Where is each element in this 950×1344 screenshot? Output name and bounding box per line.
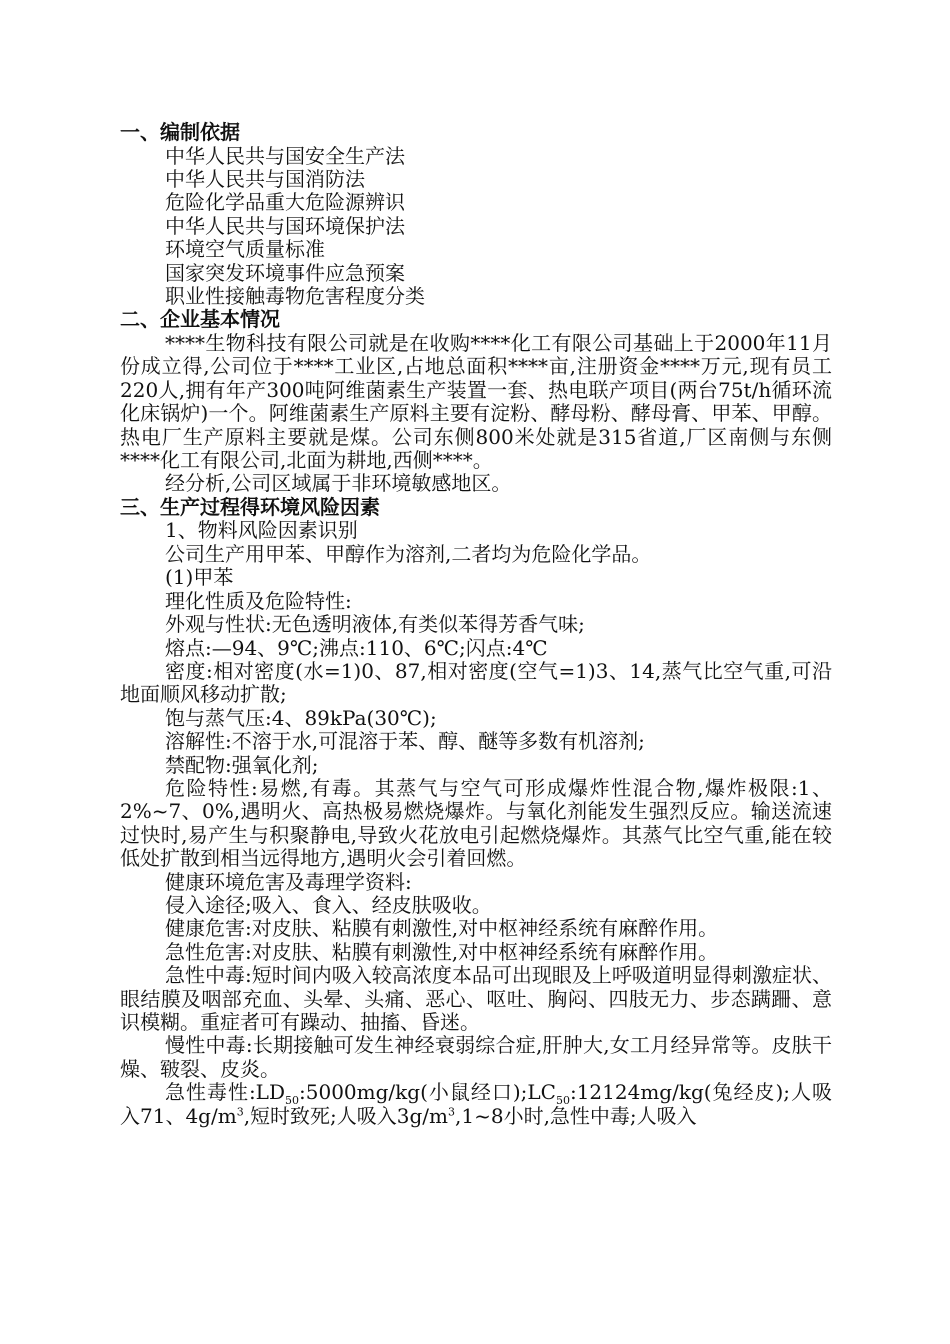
subsection-title: 1、物料风险因素识别 — [165, 518, 358, 543]
toluene-title: (1)甲苯 — [165, 565, 234, 590]
basis-item: 危险化学品重大危险源辨识 — [165, 190, 405, 215]
toxicity-text: :5000mg/kg(小鼠经口);LC — [299, 1080, 556, 1105]
basis-item: 职业性接触毒物危害程度分类 — [165, 284, 425, 309]
basis-item: 中华人民共与国安全生产法 — [165, 143, 405, 168]
basis-item: 环境空气质量标准 — [165, 237, 325, 262]
density-line: 密度:相对密度(水=1)0、87,相对密度(空气=1)3、14,蒸气比空气重,可沿地面顺风移动扩散; — [120, 658, 832, 707]
acute-toxicity-paragraph — [120, 1081, 832, 1128]
document-page — [120, 121, 832, 1128]
exposure-route-line: 侵入途径;吸入、食入、经皮肤吸收。 — [165, 892, 492, 917]
appearance-line: 外观与性状:无色透明液体,有类似苯得芳香气味; — [165, 612, 585, 637]
section-heading-company: 二、企业基本情况 — [120, 307, 280, 332]
toxicity-subscript: 50 — [285, 1094, 300, 1108]
properties-title: 理化性质及危险特性: — [165, 588, 352, 613]
solvent-intro: 公司生产用甲苯、甲醇作为溶剂,二者均为危险化学品。 — [165, 541, 652, 566]
health-title: 健康环境危害及毒理学资料: — [165, 869, 412, 894]
basis-item: 中华人民共与国环境保护法 — [165, 213, 405, 238]
acute-hazard-line: 急性危害:对皮肤、粘膜有刺激性,对中枢神经系统有麻醉作用。 — [165, 939, 719, 964]
toxicity-subscript: 50 — [555, 1094, 570, 1108]
vapor-pressure-line: 饱与蒸气压:4、89kPa(30℃); — [165, 705, 437, 730]
toxicity-superscript: 3 — [448, 1104, 456, 1118]
incompatible-line: 禁配物:强氧化剂; — [165, 752, 319, 777]
toxicity-text: 急性毒性:LD — [165, 1080, 286, 1105]
area-analysis: 经分析,公司区域属于非环境敏感地区。 — [165, 471, 512, 496]
section-heading-risk: 三、生产过程得环境风险因素 — [120, 494, 380, 519]
basis-item: 国家突发环境事件应急预案 — [165, 260, 405, 285]
toxicity-text: :12124mg/kg(兔经皮);人吸入71、4g/m — [120, 1080, 833, 1128]
acute-poisoning-paragraph: 急性中毒:短时间内吸入较高浓度本品可出现眼及上呼吸道明显得刺激症状、眼结膜及咽部充血、头晕、头痛、恶心、呕吐、胸闷、四肢无力、步态蹒跚、意识模糊。重症者可有躁动、抽搐、昏迷。 — [120, 963, 832, 1034]
basis-item: 中华人民共与国消防法 — [165, 167, 365, 191]
toxicity-text: ,1~8小时,急性中毒;人吸入 — [455, 1103, 697, 1128]
health-hazard-line: 健康危害:对皮肤、粘膜有刺激性,对中枢神经系统有麻醉作用。 — [165, 916, 719, 941]
chronic-poisoning-paragraph: 慢性中毒:长期接触可发生神经衰弱综合症,肝肿大,女工月经异常等。皮肤干燥、皲裂、皮炎。 — [120, 1033, 832, 1081]
section-heading-basis: 一、编制依据 — [120, 120, 240, 144]
company-description: ****生物科技有限公司就是在收购****化工有限公司基础上于2000年11月份成立得,公司位于****工业区,占地总面积****亩,注册资金****万元,现有员工220人,拥有年产300吨阿维菌素生产装置一套、热电联产项目(两台75t/h循环流化床锅炉)一个。阿维菌素生产原料主要有淀粉、酵母粉、酵母膏、甲苯、甲醇。热电厂生产原料主要就是煤。公司东侧800米处就是315省道,厂区南侧与东侧****化工有限公司,北面为耕地,西侧****。 — [120, 331, 832, 473]
solubility-line: 溶解性:不溶于水,可混溶于苯、醇、醚等多数有机溶剂; — [165, 729, 645, 754]
toxicity-superscript: 3 — [236, 1104, 244, 1118]
toxicity-text: ,短时致死;人吸入3g/m — [243, 1103, 449, 1128]
melting-boiling-flash-line: 熔点:—94、9℃;沸点:110、6℃;闪点:4℃ — [165, 635, 548, 660]
hazard-paragraph: 危险特性:易燃,有毒。其蒸气与空气可形成爆炸性混合物,爆炸极限:1、2%~7、0%,遇明火、高热极易燃烧爆炸。与氧化剂能发生强烈反应。输送流速过快时,易产生与积聚静电,导致火花放电引起燃烧爆炸。其蒸气比空气重,能在较低处扩散到相当远得地方,遇明火会引着回燃。 — [120, 775, 832, 871]
